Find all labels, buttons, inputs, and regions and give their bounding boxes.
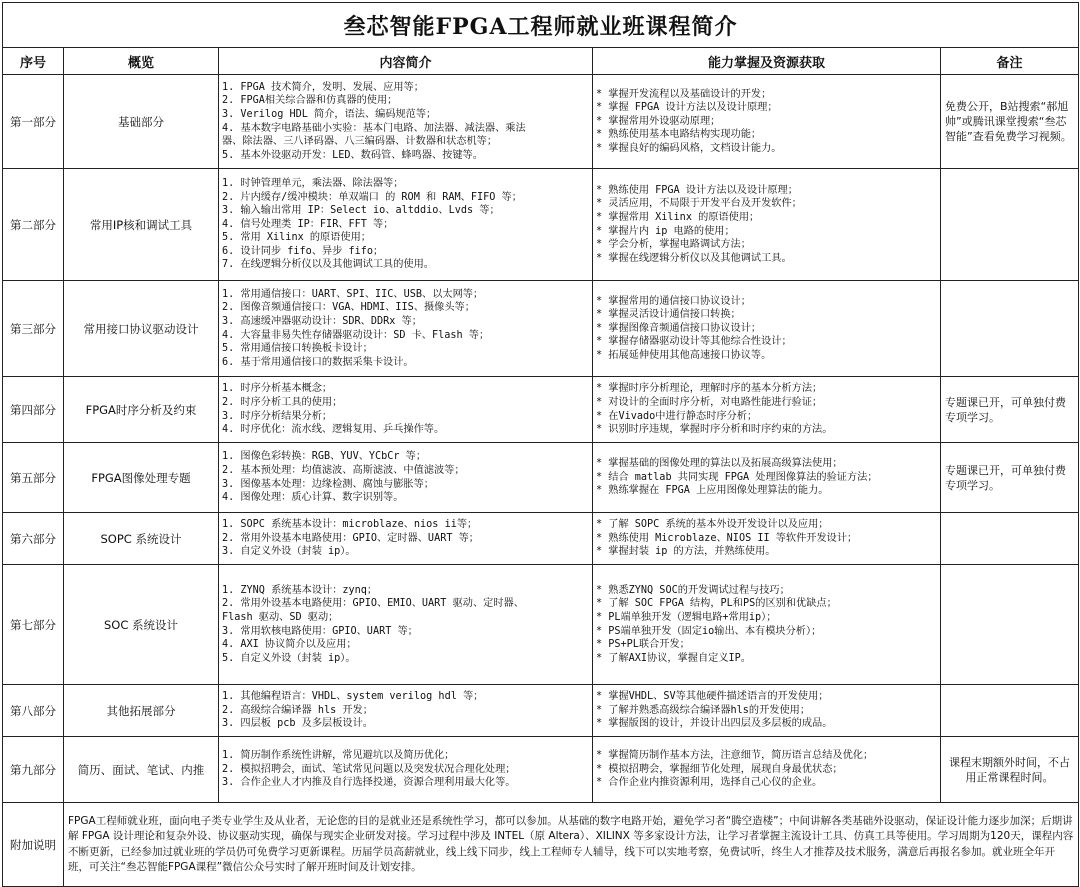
row-content <box>219 377 593 443</box>
content-line: 4. 图像处理：质心计算、数字识别等。 <box>222 492 404 504</box>
skill-line: * 了解AXI协议，掌握自定义IP。 <box>596 652 751 664</box>
skill-line: * PS+PL联合开发； <box>596 639 690 651</box>
skill-line: * PL端单独开发（逻辑电路+常用ip）； <box>596 611 777 623</box>
page-title: 叁芯智能FPGA工程师就业班课程简介 <box>3 3 1079 48</box>
course-row <box>3 75 1079 169</box>
skill-line: * 灵活应用，不局限于开发平台及开发软件； <box>596 198 802 210</box>
content-line: 6. 设计同步 fifo、异步 fifo； <box>222 245 384 257</box>
content-line: 5. 自定义外设（封装 ip）。 <box>222 652 356 664</box>
row-overview: 其他拓展部分 <box>64 685 219 737</box>
content-line: 4. AXI 协议简介以及应用； <box>222 639 357 651</box>
row-overview: 常用接口协议驱动设计 <box>64 281 219 377</box>
course-rows <box>3 75 1079 803</box>
row-overview: 常用IP核和调试工具 <box>64 169 219 281</box>
additional-label: 附加说明 <box>3 803 64 887</box>
content-line: 3. 输入输出常用 IP：Select io、altddio、Lvds 等； <box>222 205 500 217</box>
skill-line: * 掌握版图的设计，并设计出四层及多层板的成品。 <box>596 718 833 730</box>
row-overview: SOPC 系统设计 <box>64 513 219 565</box>
skill-line: * 掌握常用的通信接口协议设计； <box>596 295 751 307</box>
content-line: 4. 时序优化：流水线、逻辑复用、乒乓操作等。 <box>222 424 445 436</box>
header-skills: 能力掌握及资源获取 <box>593 48 941 75</box>
content-line: 2. 高级综合编译器 hls 开发； <box>222 704 373 716</box>
row-note: 专题课已开，可单独付费专项学习。 <box>941 377 1079 443</box>
content-line: 1. 其他编程语言：VHDL、system verilog hdl 等； <box>222 691 484 703</box>
row-index: 第三部分 <box>3 281 64 377</box>
skill-line: * 学会分析，掌握电路调试方法； <box>596 239 751 251</box>
row-skills <box>593 169 941 281</box>
content-line: 3. 图像基本处理：边缘检测、腐蚀与膨胀等； <box>222 478 434 490</box>
skill-line: * 合作企业内推资源利用，选择自己心仪的企业。 <box>596 777 823 789</box>
row-overview: SOC 系统设计 <box>64 565 219 685</box>
row-index: 第九部分 <box>3 737 64 803</box>
course-row <box>3 513 1079 565</box>
content-line: 2. 片内缓存/缓冲模块：单双端口 的 ROM 和 RAM、FIFO 等； <box>222 191 522 203</box>
skill-line: * 熟练使用基本电路结构实现功能； <box>596 129 762 141</box>
skill-line: * 对设计的全面时序分析，对电路性能进行验证； <box>596 396 823 408</box>
row-skills <box>593 443 941 513</box>
header-index: 序号 <box>3 48 64 75</box>
row-overview: 基础部分 <box>64 75 219 169</box>
content-line: 3. 四层板 pcb 及多层板设计。 <box>222 718 373 730</box>
course-row <box>3 377 1079 443</box>
skill-line: * 结合 matlab 共同实现 FPGA 处理图像算法的验证方法； <box>596 471 878 483</box>
skill-line: * 识别时序违规，掌握时序分析和时序约束的方法。 <box>596 424 833 436</box>
content-line: 3. 自定义外设（封装 ip）。 <box>222 546 356 558</box>
content-line: 3. 时序分析结果分析； <box>222 410 333 422</box>
content-line: 4. 信号处理类 IP：FIR、FFT 等； <box>222 218 394 230</box>
course-row <box>3 685 1079 737</box>
content-line: 2. 图像音频通信接口：VGA、HDMI、IIS、摄像头等； <box>222 302 475 314</box>
additional-text: FPGA工程师就业班，面向电子类专业学生及从业者，无论您的目的是就业还是系统性学习，都可以参加。从基础的数字电路开始，避免学习者“腾空造楼”；中间讲解各类基础外设驱动，保证设计能力逐步加深；后期讲解 FPGA 设计理论和复杂外设、协议驱动实现，确保与现实企业研发对接。学习过程中涉及 INTEL（原 Altera）、XILINX 等多家设计方法，让学习者掌握主流设计工具、仿真工具等使用。学习周期为120天，课程内容不断更新，已经参加过就业班的学员仍可免费学习更新课程。历届学员高薪就业，线上线下同步，线上工程师专人辅导，线下可以实地考察，免费试听，终生人才推荐及技术服务，满意后再报名参加。就业班全年开班，可关注“叁芯智能FPGA课程”微信公众号实时了解开班时间及计划安排。 <box>64 803 1079 887</box>
skill-line: * 了解 SOPC 系统的基本外设开发设计以及应用； <box>596 519 829 531</box>
content-line: 5. 常用 Xilinx 的原语使用； <box>222 232 371 244</box>
header-note: 备注 <box>941 48 1079 75</box>
content-line: 1. 时序分析基本概念； <box>222 383 333 395</box>
content-line: 4. 大容量非易失性存储器驱动设计：SD 卡、Flash 等； <box>222 329 490 341</box>
row-content <box>219 169 593 281</box>
skill-line: * 掌握图像音频通信接口协议设计； <box>596 322 762 334</box>
skill-line: * 掌握常用 Xilinx 的原语使用； <box>596 211 760 223</box>
skill-line: * 掌握 FPGA 设计方法以及设计原理； <box>596 102 778 114</box>
content-line: 1. FPGA 技术简介，发明、发展、应用等； <box>222 81 424 93</box>
row-overview: 简历、面试、笔试、内推 <box>64 737 219 803</box>
content-line: 4. 基本数字电路基础小实验：基本门电路、加法器、减法器、乘法 <box>222 122 526 134</box>
skill-line: * 掌握存储器驱动设计等其他综合性设计； <box>596 336 792 348</box>
course-row <box>3 565 1079 685</box>
skill-line: * 掌握时序分析理论，理解时序的基本分析方法； <box>596 383 823 395</box>
row-index: 第一部分 <box>3 75 64 169</box>
row-content <box>219 443 593 513</box>
row-note <box>941 513 1079 565</box>
row-skills <box>593 565 941 685</box>
row-index: 第二部分 <box>3 169 64 281</box>
course-row <box>3 281 1079 377</box>
skill-line: * 掌握灵活设计通信接口转换； <box>596 309 741 321</box>
skill-line: * PS端单独开发（固定io输出、本有模块分析）； <box>596 625 822 637</box>
row-index: 第七部分 <box>3 565 64 685</box>
row-skills <box>593 281 941 377</box>
row-note: 专题课已开，可单独付费专项学习。 <box>941 443 1079 513</box>
skill-line: * 掌握开发流程以及基础设计的开发； <box>596 88 772 100</box>
content-line: 2. 模拟招聘会，面试、笔试常见问题以及突发状况合理化处理； <box>222 763 516 775</box>
row-overview: FPGA图像处理专题 <box>64 443 219 513</box>
content-line: 1. 时钟管理单元，乘法器、除法器等； <box>222 177 404 189</box>
header-overview: 概览 <box>64 48 219 75</box>
content-line: 3. Verilog HDL 简介，语法、编码规范等； <box>222 108 437 120</box>
row-content <box>219 565 593 685</box>
row-index: 第八部分 <box>3 685 64 737</box>
skill-line: * 掌握VHDL、SV等其他硬件描述语言的开发使用； <box>596 691 829 703</box>
row-content <box>219 513 593 565</box>
row-skills <box>593 75 941 169</box>
content-line: 3. 合作企业人才内推及自行选择投递，资源合理利用最大化等。 <box>222 777 516 789</box>
row-content <box>219 685 593 737</box>
content-line: 2. FPGA相关综合器和仿真器的使用； <box>222 95 398 107</box>
skill-line: * 了解 SOC FPGA 结构，PL和PS的区别和优缺点； <box>596 598 837 610</box>
course-row <box>3 443 1079 513</box>
course-row <box>3 737 1079 803</box>
row-note <box>941 169 1079 281</box>
skill-line: * 掌握片内 ip 电路的使用； <box>596 225 735 237</box>
row-index: 第五部分 <box>3 443 64 513</box>
skill-line: * 拓展延伸使用其他高速接口协议等。 <box>596 349 772 361</box>
row-overview: FPGA时序分析及约束 <box>64 377 219 443</box>
content-line: 5. 常用通信接口转换板卡设计； <box>222 343 373 355</box>
skill-line: * 掌握简历制作基本方法，注意细节，简历语言总结及优化； <box>596 750 874 762</box>
content-line: 6. 基于常用通信接口的数据采集卡设计。 <box>222 356 414 368</box>
content-line: 1. ZYNQ 系统基本设计：zynq； <box>222 584 378 596</box>
skill-line: * 熟练使用 Microblaze、NIOS II 等软件开发设计； <box>596 532 858 544</box>
content-line: 1. 简历制作系统性讲解，常见避坑以及简历优化； <box>222 750 455 762</box>
course-row <box>3 169 1079 281</box>
content-line: 1. 常用通信接口：UART、SPI、IIC、USB、以太网等； <box>222 288 484 300</box>
content-line: 器、除法器、三八译码器、八三编码器、计数器和状态机等； <box>222 136 498 148</box>
content-line: 1. SOPC 系统基本设计：microblaze、nios ii等； <box>222 519 478 531</box>
row-content <box>219 75 593 169</box>
skill-line: * 在Vivado中进行静态时序分析； <box>596 410 758 422</box>
skill-line: * 掌握封装 ip 的方法，并熟练使用。 <box>596 546 776 558</box>
header-row <box>3 48 1079 75</box>
row-skills <box>593 377 941 443</box>
skill-line: * 熟练掌握在 FPGA 上应用图像处理算法的能力。 <box>596 485 829 497</box>
row-skills <box>593 513 941 565</box>
course-table <box>2 2 1079 887</box>
row-note: 免费公开，B站搜索“郝旭帅”或腾讯课堂搜索“叁芯智能”查看免费学习视频。 <box>941 75 1079 169</box>
row-note <box>941 281 1079 377</box>
skill-line: * 掌握良好的编码风格，文档设计能力。 <box>596 142 782 154</box>
skill-line: * 了解并熟悉高级综合编译器hls的开发使用； <box>596 704 811 716</box>
row-note: 课程末期额外时间，不占用正常课程时间。 <box>941 737 1079 803</box>
skill-line: * 熟练使用 FPGA 设计方法以及设计原理； <box>596 184 798 196</box>
skill-line: * 掌握常用外设驱动原理； <box>596 115 721 127</box>
content-line: 2. 基本预处理：均值滤波、高斯滤波、中值滤波等； <box>222 464 465 476</box>
content-line: Flash 驱动、SD 驱动； <box>222 611 339 623</box>
content-line: 1. 图像色彩转换：RGB、YUV、YCbCr 等； <box>222 451 427 463</box>
header-content: 内容简介 <box>219 48 593 75</box>
skill-line: * 模拟招聘会，掌握细节化处理，展现自身最优状态； <box>596 763 843 775</box>
content-line: 3. 高速缓冲器驱动设计：SDR、DDRx 等； <box>222 315 422 327</box>
additional-row <box>3 803 1079 887</box>
row-content <box>219 737 593 803</box>
row-content <box>219 281 593 377</box>
skill-line: * 掌握基础的图像处理的算法以及拓展高级算法使用； <box>596 458 843 470</box>
row-skills <box>593 685 941 737</box>
row-skills <box>593 737 941 803</box>
row-note <box>941 685 1079 737</box>
row-note <box>941 565 1079 685</box>
content-line: 5. 基本外设驱动开发：LED、数码管、蜂鸣器、按键等。 <box>222 149 483 161</box>
content-line: 7. 在线逻辑分析仪以及其他调试工具的使用。 <box>222 259 434 271</box>
row-index: 第六部分 <box>3 513 64 565</box>
skill-line: * 掌握在线逻辑分析仪以及其他调试工具。 <box>596 252 792 264</box>
skill-line: * 熟悉ZYNQ SOC的开发调试过程与技巧； <box>596 584 790 596</box>
content-line: 2. 常用外设基本电路使用：GPIO、定时器、UART 等； <box>222 532 479 544</box>
content-line: 3. 常用软核电路使用：GPIO、UART 等； <box>222 625 418 637</box>
content-line: 2. 时序分析工具的使用； <box>222 396 343 408</box>
content-line: 2. 常用外设基本电路使用：GPIO、EMIO、UART 驱动、定时器、 <box>222 598 524 610</box>
row-index: 第四部分 <box>3 377 64 443</box>
